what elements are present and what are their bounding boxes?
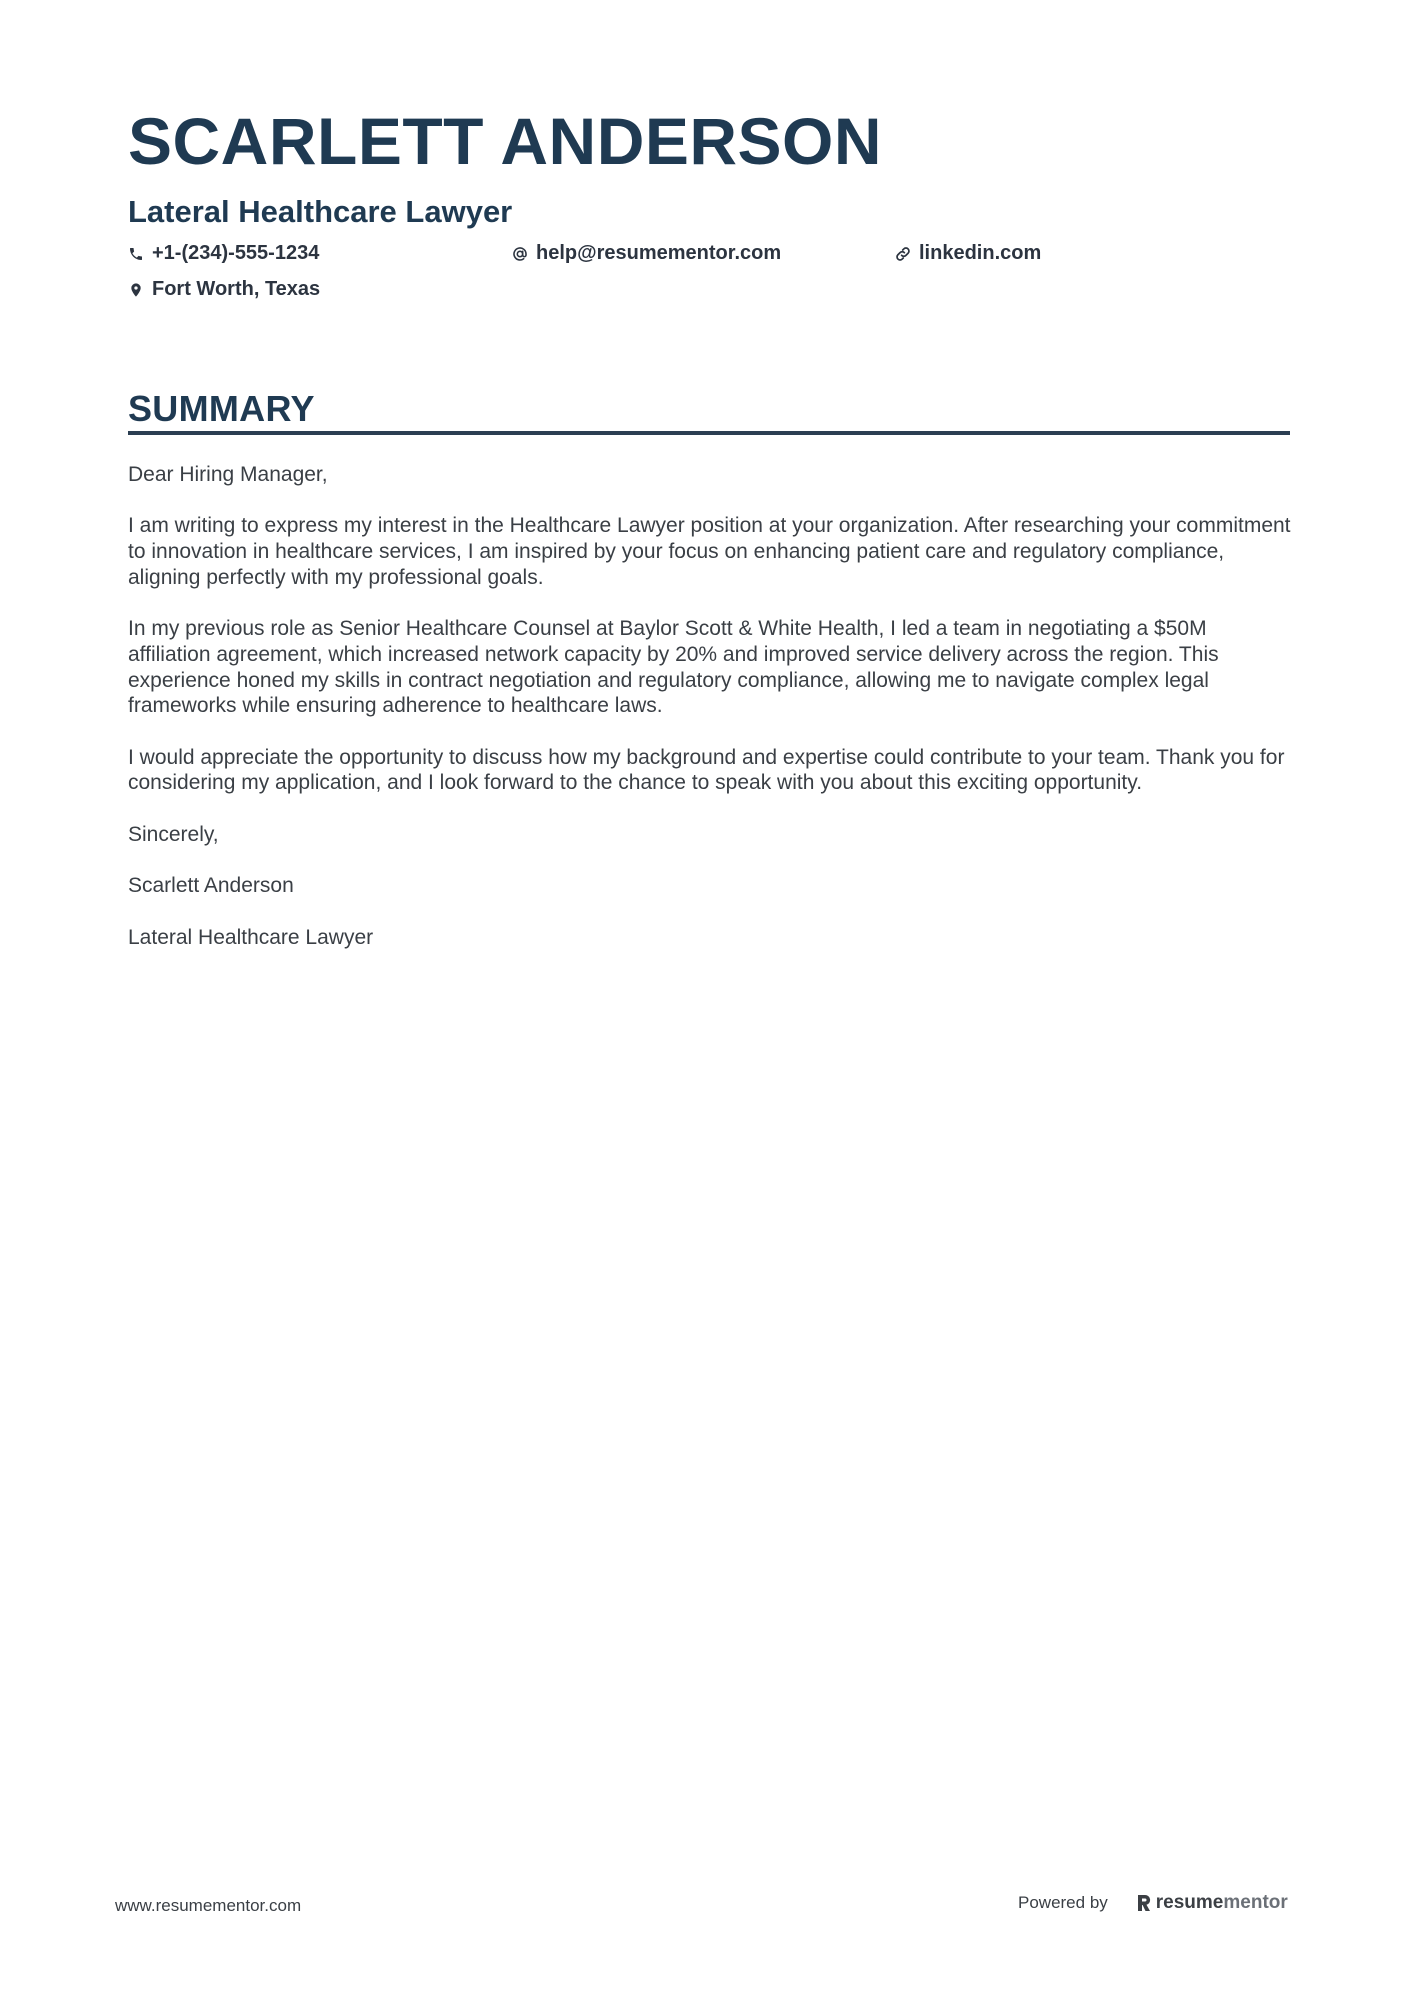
contact-link[interactable] bbox=[895, 242, 1041, 265]
section-divider bbox=[128, 431, 1290, 435]
letter-body bbox=[128, 462, 1293, 976]
footer-website[interactable]: www.resumementor.com bbox=[115, 1896, 302, 1915]
contact-location bbox=[128, 278, 320, 301]
at-sign-icon bbox=[512, 246, 528, 262]
resumementor-logo-icon bbox=[1136, 1893, 1152, 1913]
location-text: Fort Worth, Texas bbox=[152, 278, 321, 300]
letter-paragraph-2: In my previous role as Senior Healthcare Counsel at Baylor Scott & White Health, I led a team in negotiating a $50M affiliation agreement, which increased network capacity by 20% and improved service delivery across the region. This experience honed my skills in contract negotiation and regulatory compliance, allowing me to navigate complex legal frameworks while ensuring adherence to healthcare laws. bbox=[128, 617, 1219, 718]
section-title-summary: SUMMARY bbox=[128, 388, 315, 429]
phone-text: +1-(234)-555-1234 bbox=[152, 242, 320, 264]
candidate-name: SCARLETT ANDERSON bbox=[128, 104, 883, 178]
brand-logo[interactable] bbox=[1136, 1892, 1288, 1914]
brand-text-resume: resume bbox=[1155, 1892, 1224, 1913]
link-text[interactable]: linkedin.com bbox=[919, 242, 1042, 264]
phone-icon bbox=[128, 246, 144, 262]
powered-by-label: Powered by bbox=[1018, 1893, 1108, 1912]
candidate-role: Lateral Healthcare Lawyer bbox=[128, 194, 513, 229]
letter-greeting: Dear Hiring Manager, bbox=[128, 463, 328, 486]
header bbox=[128, 104, 1290, 300]
letter-paragraph-1: I am writing to express my interest in the Healthcare Lawyer position at your organization. After researching your commitment to innovation in healthcare services, I am inspired by your focus on enhancing patient care and regulatory compliance, aligning perfectly with my professional goals. bbox=[128, 514, 1291, 589]
footer-branding bbox=[1018, 1892, 1288, 1914]
letter-paragraph-3: I would appreciate the opportunity to discuss how my background and expertise could contribute to your team. Thank you for considering my application, and I look forward to the chance to speak with you about this exciting opportunity. bbox=[128, 745, 1285, 795]
location-pin-icon bbox=[128, 282, 144, 298]
signature-name: Scarlett Anderson bbox=[128, 874, 294, 898]
brand-text-mentor: mentor bbox=[1223, 1892, 1288, 1913]
signature-title: Lateral Healthcare Lawyer bbox=[128, 925, 374, 949]
letter-closing: Sincerely, bbox=[128, 822, 219, 846]
contact-info bbox=[128, 242, 1290, 322]
email-text[interactable]: help@resumementor.com bbox=[536, 242, 782, 264]
link-icon bbox=[895, 246, 911, 262]
contact-email[interactable] bbox=[512, 242, 781, 265]
contact-phone bbox=[128, 242, 319, 265]
